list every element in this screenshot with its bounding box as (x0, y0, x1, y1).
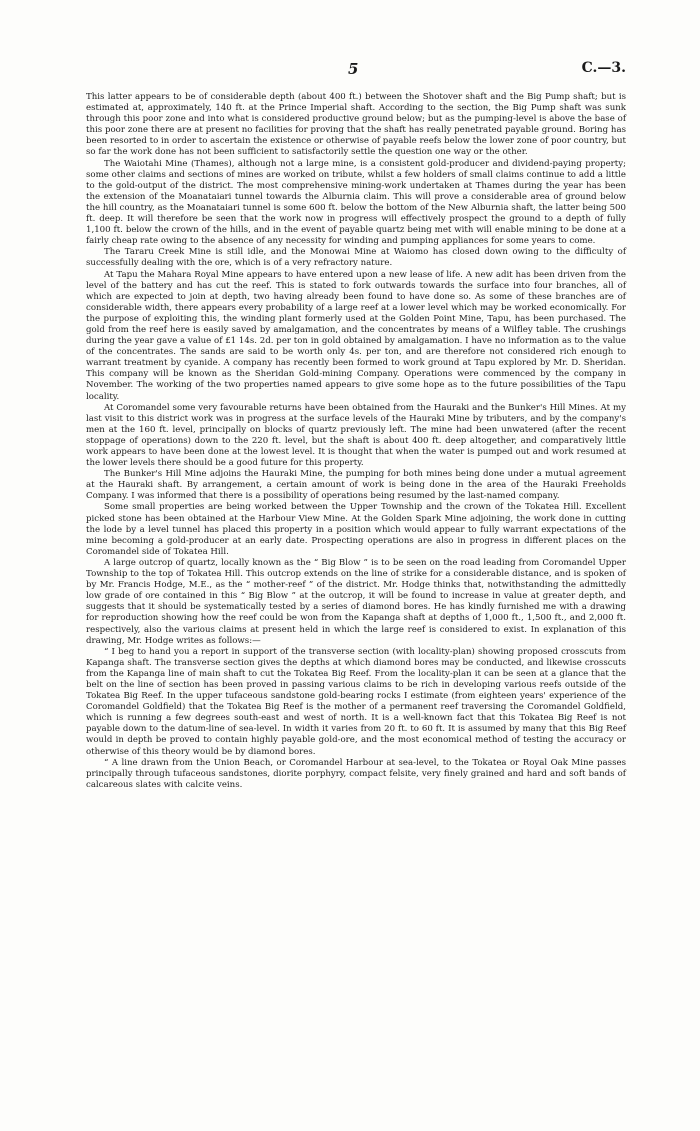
paragraph: At Tapu the Mahara Royal Mine appears to have entered upon a new lease of life. A new adit has been driven from the level of the battery and has cut the reef. This is stated to fork outwards towards the surface into four branches, all of which are expected to join at depth, two having already been found to have done so. As some of these branches are of considerable width, there appears every probability of a large reef at a lower level which may be worked economically. For the purpose of exploiting this, the winding plant formerly used at the Golden Point Mine, Tapu, has been purchased. The gold from the reef here is easily saved by amalgamation, and the concentrates by means of a Wilfley table. The crushings during the year gave a value of £1 14s. 2d. per ton in gold obtained by amalgamation. I have no information as to the value of the concentrates. The sands are said to be worth only 4s. per ton, and are therefore not considered rich enough to warrant treatment by cyanide. A company has recently been formed to work ground at Tapu explored by Mr. D. Sheridan. This company will be known as the Sheridan Gold-mining Company. Operations were commenced by the company in November. The working of the two properties named appears to give some hope as to the future possibilities of the Tapu locality. (86, 269, 626, 402)
paragraph: The Waiotahi Mine (Thames), although not a large mine, is a consistent gold-producer and dividend-paying property; some other claims and sections of mines are worked on tribute, whilst a few holders of small claims continue to add a little to the gold-output of the district. The most comprehensive mining-work undertaken at Thames during the year has been the extension of the Moanataiari tunnel towards the Alburnia claim. This will prove a considerable area of ground below the hill country, as the Moanataiari tunnel is some 600 ft. below the bottom of the New Alburnia shaft, the latter being 500 ft. deep. It will therefore be seen that the work now in progress will effectively prospect the ground to a depth of fully 1,100 ft. below the crown of the hills, and in the event of payable quartz being met with will enable mining to be done at a fairly cheap rate owing to the absence of any necessity for winding and pumping appliances for some years to come. (86, 158, 626, 247)
sheet-reference: C.—3. (581, 60, 626, 76)
page-number: 5 (348, 60, 359, 78)
paragraph: “ I beg to hand you a report in support of the transverse section (with locality-plan) showing proposed crosscuts from Kapanga shaft. The transverse section gives the depths at which diamond bores may be conducted, and likewise crosscuts from the Kapanga line of main shaft to cut the Tokatea Big Reef. From the locality-plan it can be seen at a glance that the belt on the line of section has been proved in passing various claims to be rich in developing various reefs outside of the Tokatea Big Reef. In the upper tufaceous sandstone gold-bearing rocks I estimate (from eighteen years' experience of the Coromandel Goldfield) that the Tokatea Big Reef is the mother of a permanent reef traversing the Coromandel Goldfield, which is running a few degrees south-east and west of north. It is a well-known fact that this Tokatea Big Reef is not payable down to the datum-line of sea-level. In width it varies from 20 ft. to 60 ft. It is assumed by many that this Big Reef would in depth be proved to contain highly payable gold-ore, and the most economical method of testing the accuracy or otherwise of this theory would be by diamond bores. (86, 646, 626, 757)
page-header (86, 60, 626, 80)
paragraph: At Coromandel some very favourable returns have been obtained from the Hauraki and the Bunker's Hill Mines. At my last visit to this district work was in progress at the surface levels of the Hauraki Mine by tributers, and by the company's men at the 160 ft. level, principally on blocks of quartz previously left. The mine had been unwatered (after the recent stoppage of operations) down to the 220 ft. level, but the shaft is about 400 ft. deep altogether, and comparatively little work appears to have been done at the lowest level. It is thought that when the water is pumped out and work resumed at the lower levels there should be a good future for this property. (86, 402, 626, 469)
paragraph: The Tararu Creek Mine is still idle, and the Monowai Mine at Waiomo has closed down owing to the difficulty of successfully dealing with the ore, which is of a very refractory nature. (86, 247, 626, 269)
paragraph: Some small properties are being worked between the Upper Township and the crown of the Tokatea Hill. Excellent picked stone has been obtained at the Harbour View Mine. At the Golden Spark Mine adjoining, the work done in cutting the lode by a level tunnel has placed this property in a position which would appear to fully warrant expectations of the mine becoming a gold-producer at an early date. Prospecting operations are also in progress in different places on the Coromandel side of Tokatea Hill. (86, 502, 626, 557)
report-body (86, 92, 626, 791)
paragraph: A large outcrop of quartz, locally known as the “ Big Blow ” is to be seen on the road leading from Coromandel Upper Township to the top of Tokatea Hill. This outcrop extends on the line of strike for a considerable distance, and is spoken of by Mr. Francis Hodge, M.E., as the “ mother-reef ” of the district. Mr. Hodge thinks that, notwithstanding the admittedly low grade of ore contained in this “ Big Blow ” at the outcrop, it will be found to increase in value at greater depth, and suggests that it should be systematically tested by a series of diamond bores. He has kindly furnished me with a drawing for reproduction showing how the reef could be won from the Kapanga shaft at depths of 1,000 ft., 1,500 ft., and 2,000 ft. respectively, also the various claims at present held in which the large reef is considered to exist. In explanation of this drawing, Mr. Hodge writes as follows:— (86, 557, 626, 646)
paragraph: This latter appears to be of considerable depth (about 400 ft.) between the Shotover shaft and the Big Pump shaft; but is estimated at, approximately, 140 ft. at the Prince Imperial shaft. According to the section, the Big Pump shaft was sunk through this poor zone and into what is considered productive ground below; but as the pumping-level is above the base of this poor zone there are at present no facilities for proving that the shaft has really penetrated payable ground. Boring has been resorted to in order to ascertain the existence or otherwise of payable reefs below the lower zone of poor country, but so far the work done has not been sufficient to satisfactorily settle the question one way or the other. (86, 92, 626, 158)
paragraph: “ A line drawn from the Union Beach, or Coromandel Harbour at sea-level, to the Tokatea or Royal Oak Mine passes principally through tufaceous sandstones, diorite porphyry, compact felsite, very finely grained and hard and soft bands of calcareous slates with calcite veins. (86, 757, 626, 790)
paragraph: The Bunker's Hill Mine adjoins the Hauraki Mine, the pumping for both mines being done under a mutual agreement at the Hauraki shaft. By arrangement, a certain amount of work is being done in the area of the Hauraki Freeholds Company. I was informed that there is a possibility of operations being resumed by the last-named company. (86, 469, 626, 502)
